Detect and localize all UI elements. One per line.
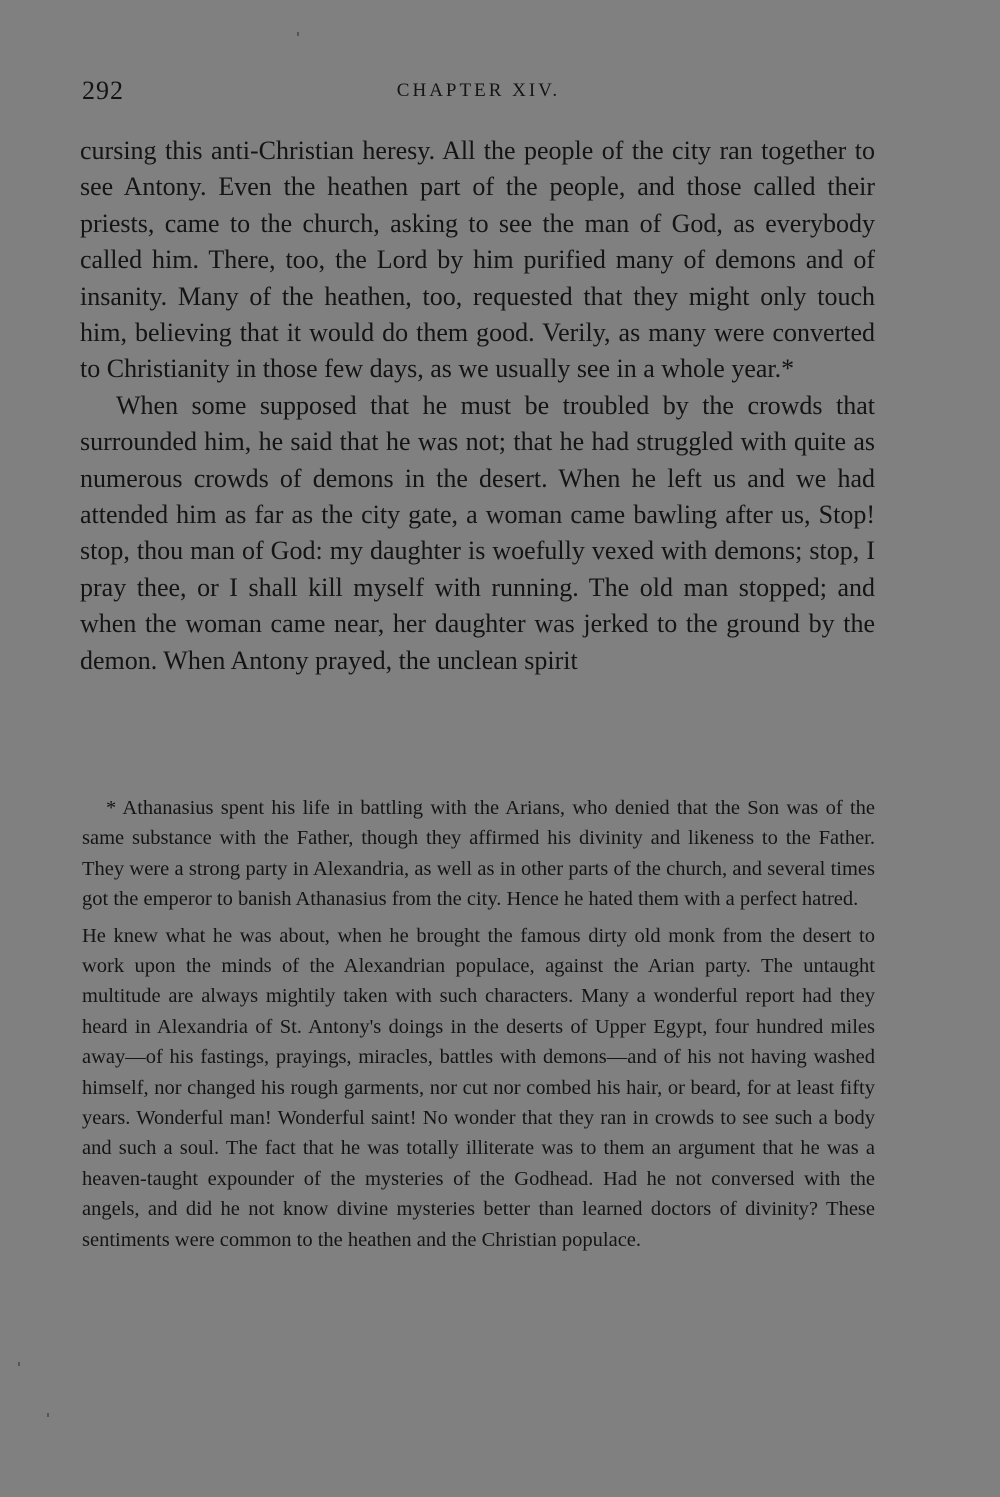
chapter-title: CHAPTER XIV. (396, 80, 561, 101)
footnote-continuation: He knew what he was about, when he brought the famous dirty old monk from the desert to work upon the minds of the Alexandrian populace, against the Arian party. The untaught multitude are always mightily taken with such characters. Many a wonderful report had they heard in Alexandria of St. Antony's doings in the deserts of Upper Egypt, four hundred miles away—of his fastings, prayings, miracles, battles with demons—and of his not having washed himself, nor changed his rough garments, nor cut nor combed his hair, or beard, for at least fifty years. Wonderful man! Wonderful saint! No wonder that they ran in crowds to see such a body and such a soul. The fact that he was totally illiterate was to them an argument that he was a heaven-taught expounder of the mysteries of the Godhead. Had he not conversed with the angels, and did he not know divine mysteries better than learned doctors of divinity? These sentiments were common to the heathen and the Christian populace. (82, 924, 875, 1251)
main-text (80, 133, 875, 679)
paragraph: cursing this anti-Christian heresy. All the people of the city ran together to see Antony. Even the heathen part of the people, and those called their priests, came to the church, asking to see the man of God, as everybody called him. There, too, the Lord by him purified many of demons and of insanity. Many of the heathen, too, requested that they might only touch him, believing that it would do them good. Verily, as many were converted to Christianity in those few days, as we usually see in a whole year.* (80, 136, 875, 384)
page-number: 292 (82, 76, 124, 105)
print-speck (18, 1362, 20, 1366)
footnote-section (82, 793, 875, 1255)
footnote: * Athanasius spent his life in battling with the Arians, who denied that the Son was of the same substance with the Father, though they affirmed his divinity and likeness to the Father. They were a strong party in Alexandria, as well as in other parts of the church, and several times got the emperor to banish Athanasius from the city. Hence he hated them with a perfect hatred. (82, 797, 875, 911)
print-speck (47, 1413, 49, 1417)
print-speck (297, 32, 299, 36)
running-head (82, 76, 875, 110)
paragraph: When some supposed that he must be troubled by the crowds that surrounded him, he said that he was not; that he had struggled with quite as numerous crowds of demons in the desert. When he left us and we had attended him as far as the city gate, a woman came bawling after us, Stop! stop, thou man of God: my daughter is woefully vexed with demons; stop, I pray thee, or I shall kill myself with running. The old man stopped; and when the woman came near, her daughter was jerked to the ground by the demon. When Antony prayed, the unclean spirit (80, 390, 875, 675)
